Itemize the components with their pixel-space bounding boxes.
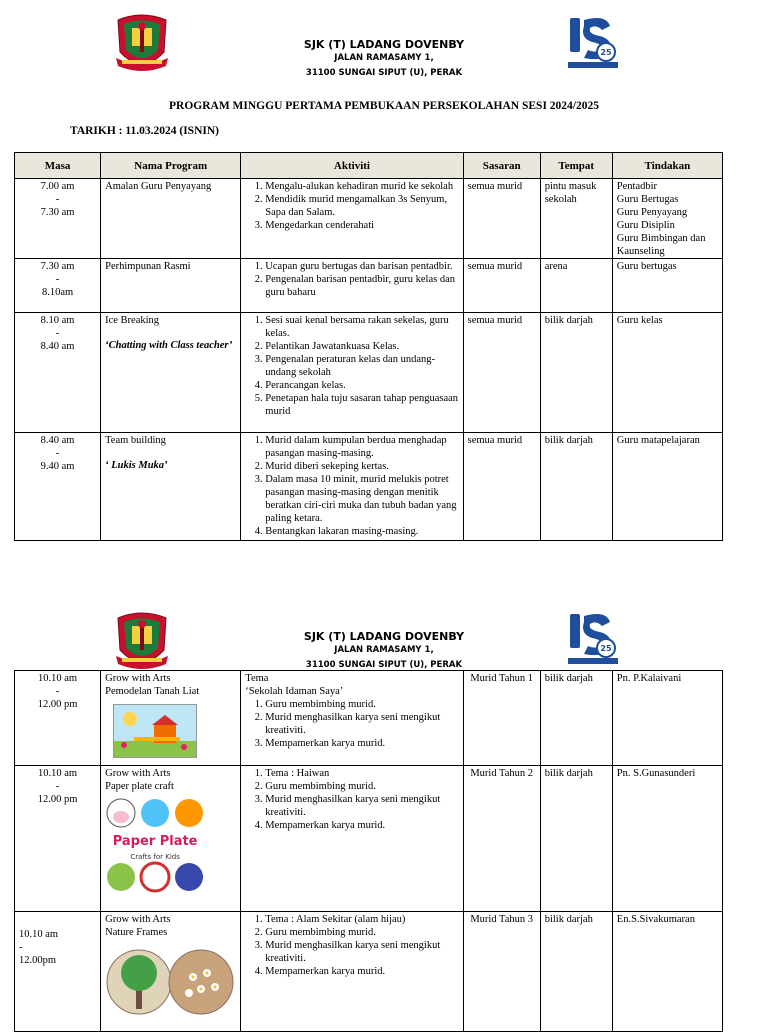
aktiviti-cell (241, 766, 463, 912)
header-sasaran: Sasaran (463, 153, 540, 179)
tindakan-item: Guru Disiplin (616, 220, 675, 231)
program-subtitle: ‘Chatting with Class teacher’ (105, 340, 233, 351)
tempat-cell: bilik darjah (540, 433, 612, 541)
masa-sep: - (55, 448, 60, 459)
paper-plate-caption: Paper Plate (112, 834, 198, 849)
header-aktiviti: Aktiviti (241, 153, 463, 179)
masa-start: 8.10 am (40, 315, 75, 326)
list-item: 4. Bentangkan lakaran masing-masing. (265, 525, 458, 538)
tindakan-item: Guru Penyayang (616, 207, 688, 218)
masa-end: 12.00 pm (37, 794, 78, 805)
tindakan-item: Pentadbir (616, 181, 658, 192)
list-item: 1. Tema : Alam Sekitar (alam hijau) (265, 913, 458, 926)
program-subtitle: Pemodelan Tanah Liat (105, 686, 200, 697)
aktiviti-cell (241, 179, 463, 259)
masa-end: 12.00pm (19, 955, 57, 966)
tindakan-cell: Pn. S.Gunasunderi (612, 766, 722, 912)
clay-model-image (113, 704, 197, 758)
ts25-logo-icon (566, 14, 620, 72)
program-name: Perhimpunan Rasmi (105, 261, 191, 272)
tindakan-item: Guru Bertugas (616, 194, 679, 205)
program-cell (101, 671, 241, 766)
list-item: 1. Ucapan guru bertugas dan barisan pentadbir. (265, 260, 458, 273)
program-subtitle: Paper plate craft (105, 781, 174, 792)
tindakan-cell (612, 313, 722, 433)
masa-cell (15, 179, 101, 259)
program-date: TARIKH : 11.03.2024 (ISNIN) (70, 125, 219, 137)
paper-plate-subcaption: Crafts for Kids (130, 853, 180, 861)
tema-label: Tema (245, 673, 269, 684)
header-masa: Masa (15, 153, 101, 179)
masa-start: 10.10 am (38, 768, 78, 779)
school-header (0, 38, 768, 81)
masa-start: 8.40 am (40, 435, 75, 446)
masa-cell (15, 766, 101, 912)
tindakan-item: Guru kelas (616, 315, 663, 326)
table-row (15, 766, 723, 912)
program-name: Grow with Arts (105, 673, 171, 684)
table-header-row (15, 153, 723, 179)
sasaran-cell: semua murid (463, 179, 540, 259)
list-item: 2. Pengenalan barisan pentadbir, guru kelas dan guru baharu (265, 273, 458, 299)
sasaran-cell: Murid Tahun 3 (463, 912, 540, 1032)
masa-cell (15, 671, 101, 766)
table-row (15, 671, 723, 766)
list-item: 2. Murid diberi sekeping kertas. (265, 460, 458, 473)
school-name: SJK (T) LADANG DOVENBY (303, 38, 465, 51)
tempat-cell: bilik darjah (540, 671, 612, 766)
program-name: Grow with Arts (105, 914, 171, 925)
aktiviti-cell (241, 912, 463, 1032)
sasaran-cell: semua murid (463, 313, 540, 433)
list-item: 1. Sesi suai kenal bersama rakan sekelas, guru kelas. (265, 314, 458, 340)
program-cell (101, 912, 241, 1032)
list-item: 3. Mengedarkan cenderahati (265, 219, 458, 232)
tindakan-cell (612, 179, 722, 259)
paper-plate-image (105, 797, 205, 899)
masa-sep: - (55, 781, 60, 792)
program-cell (101, 313, 241, 433)
masa-start: 7.30 am (40, 261, 75, 272)
masa-sep: - (55, 686, 60, 697)
ts25-logo-icon (566, 610, 620, 668)
masa-sep: - (19, 942, 23, 953)
list-item: 3. Mempamerkan karya murid. (265, 737, 458, 750)
tempat-cell: bilik darjah (540, 766, 612, 912)
sasaran-cell: Murid Tahun 1 (463, 671, 540, 766)
program-subtitle: ‘ Lukis Muka’ (105, 460, 168, 471)
tindakan-cell (612, 259, 722, 313)
school-address-2: 31100 SUNGAI SIPUT (U), PERAK (305, 660, 463, 670)
header-nama-program: Nama Program (101, 153, 241, 179)
tema-value: ‘Sekolah Idaman Saya’ (245, 686, 344, 697)
list-item: 4. Perancangan kelas. (265, 379, 458, 392)
schedule-table-2 (14, 670, 723, 1032)
list-item: 1. Mengalu-alukan kehadiran murid ke sekolah (265, 180, 458, 193)
aktiviti-cell (241, 433, 463, 541)
aktiviti-cell (241, 313, 463, 433)
program-name: Team building (105, 435, 166, 446)
header-tempat: Tempat (540, 153, 612, 179)
masa-end: 7.30 am (40, 207, 75, 218)
list-item: 1. Guru membimbing murid. (265, 698, 458, 711)
nature-frames-image (105, 943, 235, 1021)
tindakan-cell (612, 433, 722, 541)
sasaran-cell: semua murid (463, 433, 540, 541)
aktiviti-cell (241, 259, 463, 313)
list-item: 2. Guru membimbing murid. (265, 926, 458, 939)
list-item: 5. Penetapan hala tuju sasaran tahap penguasaan murid (265, 392, 458, 418)
masa-end: 8.40 am (40, 341, 75, 352)
list-item: 3. Murid menghasilkan karya seni mengikut kreativiti. (265, 939, 458, 965)
masa-start: 7.00 am (40, 181, 75, 192)
program-cell (101, 259, 241, 313)
school-name: SJK (T) LADANG DOVENBY (303, 630, 465, 643)
masa-cell (15, 433, 101, 541)
program-cell (101, 179, 241, 259)
list-item: 3. Pengenalan peraturan kelas dan undang-undang sekolah (265, 353, 458, 379)
sasaran-cell: Murid Tahun 2 (463, 766, 540, 912)
svg-text:25: 25 (600, 644, 612, 653)
aktiviti-cell (241, 671, 463, 766)
program-cell (101, 766, 241, 912)
table-row (15, 433, 723, 541)
svg-text:25: 25 (600, 48, 612, 57)
masa-sep: - (55, 194, 60, 205)
masa-end: 12.00 pm (37, 699, 78, 710)
list-item: 3. Murid menghasilkan karya seni mengikut kreativiti. (265, 793, 458, 819)
tempat-cell: arena (540, 259, 612, 313)
program-cell (101, 433, 241, 541)
program-name: Ice Breaking (105, 315, 160, 326)
list-item: 1. Tema : Haiwan (265, 767, 458, 780)
masa-sep: - (55, 274, 60, 285)
program-title: PROGRAM MINGGU PERTAMA PEMBUKAAN PERSEKOLAHAN SESI 2024/2025 (168, 100, 599, 112)
list-item: 3. Dalam masa 10 minit, murid melukis potret pasangan masing-masing dengan menitik beratkan ciri-ciri muka dan tubuh badan yang paling ketara. (265, 473, 458, 525)
tempat-cell: pintu masuk sekolah (540, 179, 612, 259)
sasaran-cell: semua murid (463, 259, 540, 313)
tindakan-item: Guru Bimbingan dan Kaunseling (616, 233, 706, 257)
list-item: 2. Murid menghasilkan karya seni mengikut kreativiti. (265, 711, 458, 737)
table-row (15, 313, 723, 433)
list-item: 2. Mendidik murid mengamalkan 3s Senyum, Sapa dan Salam. (265, 193, 458, 219)
masa-end: 8.10am (41, 287, 74, 298)
header-tindakan: Tindakan (612, 153, 722, 179)
tempat-cell: bilik darjah (540, 313, 612, 433)
schedule-table-1 (14, 152, 723, 541)
list-item: 2. Pelantikan Jawatankuasa Kelas. (265, 340, 458, 353)
masa-cell (15, 259, 101, 313)
list-item: 4. Mempamerkan karya murid. (265, 819, 458, 832)
masa-start: 10.10 am (38, 673, 78, 684)
school-address-1: JALAN RAMASAMY 1, (334, 645, 434, 655)
school-address-1: JALAN RAMASAMY 1, (334, 53, 434, 63)
masa-end: 9.40 am (40, 461, 75, 472)
tindakan-item: Guru bertugas (616, 261, 677, 272)
masa-start: 10.10 am (19, 929, 59, 940)
tindakan-item: Guru matapelajaran (616, 435, 700, 446)
program-name: Amalan Guru Penyayang (105, 181, 212, 192)
school-header (0, 630, 768, 673)
school-address-2: 31100 SUNGAI SIPUT (U), PERAK (305, 68, 463, 78)
list-item: 1. Murid dalam kumpulan berdua menghadap pasangan masing-masing. (265, 434, 458, 460)
page-2 (0, 600, 768, 1024)
table-row (15, 259, 723, 313)
list-item: 2. Guru membimbing murid. (265, 780, 458, 793)
tempat-cell: bilik darjah (540, 912, 612, 1032)
masa-cell (15, 912, 101, 1032)
masa-cell (15, 313, 101, 433)
tindakan-cell: Pn. P.Kalaivani (612, 671, 722, 766)
list-item: 4. Mempamerkan karya murid. (265, 965, 458, 978)
program-name: Grow with Arts (105, 768, 171, 779)
program-subtitle: Nature Frames (105, 927, 168, 938)
table-row (15, 179, 723, 259)
masa-sep: - (55, 328, 60, 339)
tindakan-cell: En.S.Sivakumaran (612, 912, 722, 1032)
table-row (15, 912, 723, 1032)
